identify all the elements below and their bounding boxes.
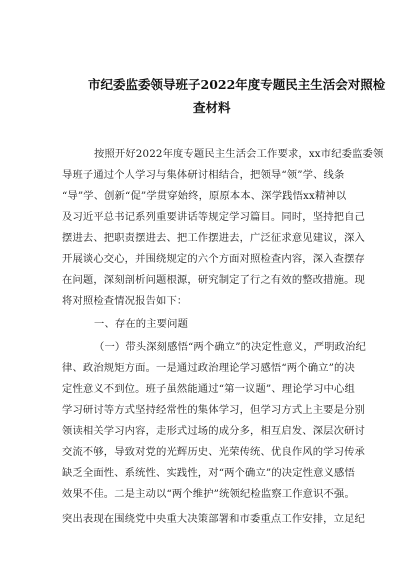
paragraph-line: 在问题，深刻剖析问题根源，研究制定了行之有效的整改措施。现 — [62, 274, 365, 286]
paragraph-line: 交流不够，导致对党的光辉历史、光荣传统、优良作风的学习传承 — [62, 446, 365, 458]
paragraph-line: 将对照检查情况报告如下： — [62, 295, 188, 307]
document-title-continued: 查材料 — [193, 100, 231, 115]
paragraph-line: “导”学、创新“促”学贯穿始终，原原本本、深学践悟xx精神以 — [62, 190, 347, 202]
document-title: 市纪委监委领导班子2022年度专题民主生活会对照检 — [88, 77, 386, 92]
paragraph-line: 缺乏全面性、系统性、实践性，对“两个确立”的决定性意义感悟 — [62, 467, 355, 479]
paragraph-line: 律、政治规矩方面。一是通过政治理论学习感悟“两个确立”的决 — [62, 362, 355, 374]
paragraph-line: 领读相关学习内容，走形式过场的成分多，相互启发、深层次研讨 — [62, 425, 365, 437]
paragraph-line: 定性意义不到位。班子虽然能通过“第一议题”、理论学习中心组 — [62, 383, 355, 395]
paragraph-line: （一）带头深刻感悟“两个确立”的决定性意义，严明政治纪 — [94, 341, 366, 353]
section-heading: 一、存在的主要问题 — [94, 318, 189, 330]
paragraph-line: 学习研讨等方式坚持经常性的集体学习，但学习方式上主要是分别 — [62, 404, 365, 416]
paragraph-line: 按照开好2022年度专题民主生活会工作要求，xx市纪委监委领 — [94, 148, 384, 160]
paragraph-line: 突出表现在围绕党中央重大决策部署和市委重点工作安排，立足纪 — [62, 513, 365, 525]
paragraph-line: 开展谈心交心，并围绕规定的六个方面对照检查内容，深入查摆存 — [62, 253, 365, 265]
paragraph-line: 导班子通过个人学习与集体研讨相结合，把领导“领”学、线条 — [62, 169, 345, 181]
paragraph-line: 及习近平总书记系列重要讲话等规定学习篇目。同时，坚持把自己 — [62, 211, 365, 223]
paragraph-line: 摆进去、把职责摆进去、把工作摆进去，广泛征求意见建议，深入 — [62, 232, 365, 244]
paragraph-line: 效果不佳。二是主动以“两个维护”统领纪检监察工作意识不强。 — [62, 488, 355, 500]
